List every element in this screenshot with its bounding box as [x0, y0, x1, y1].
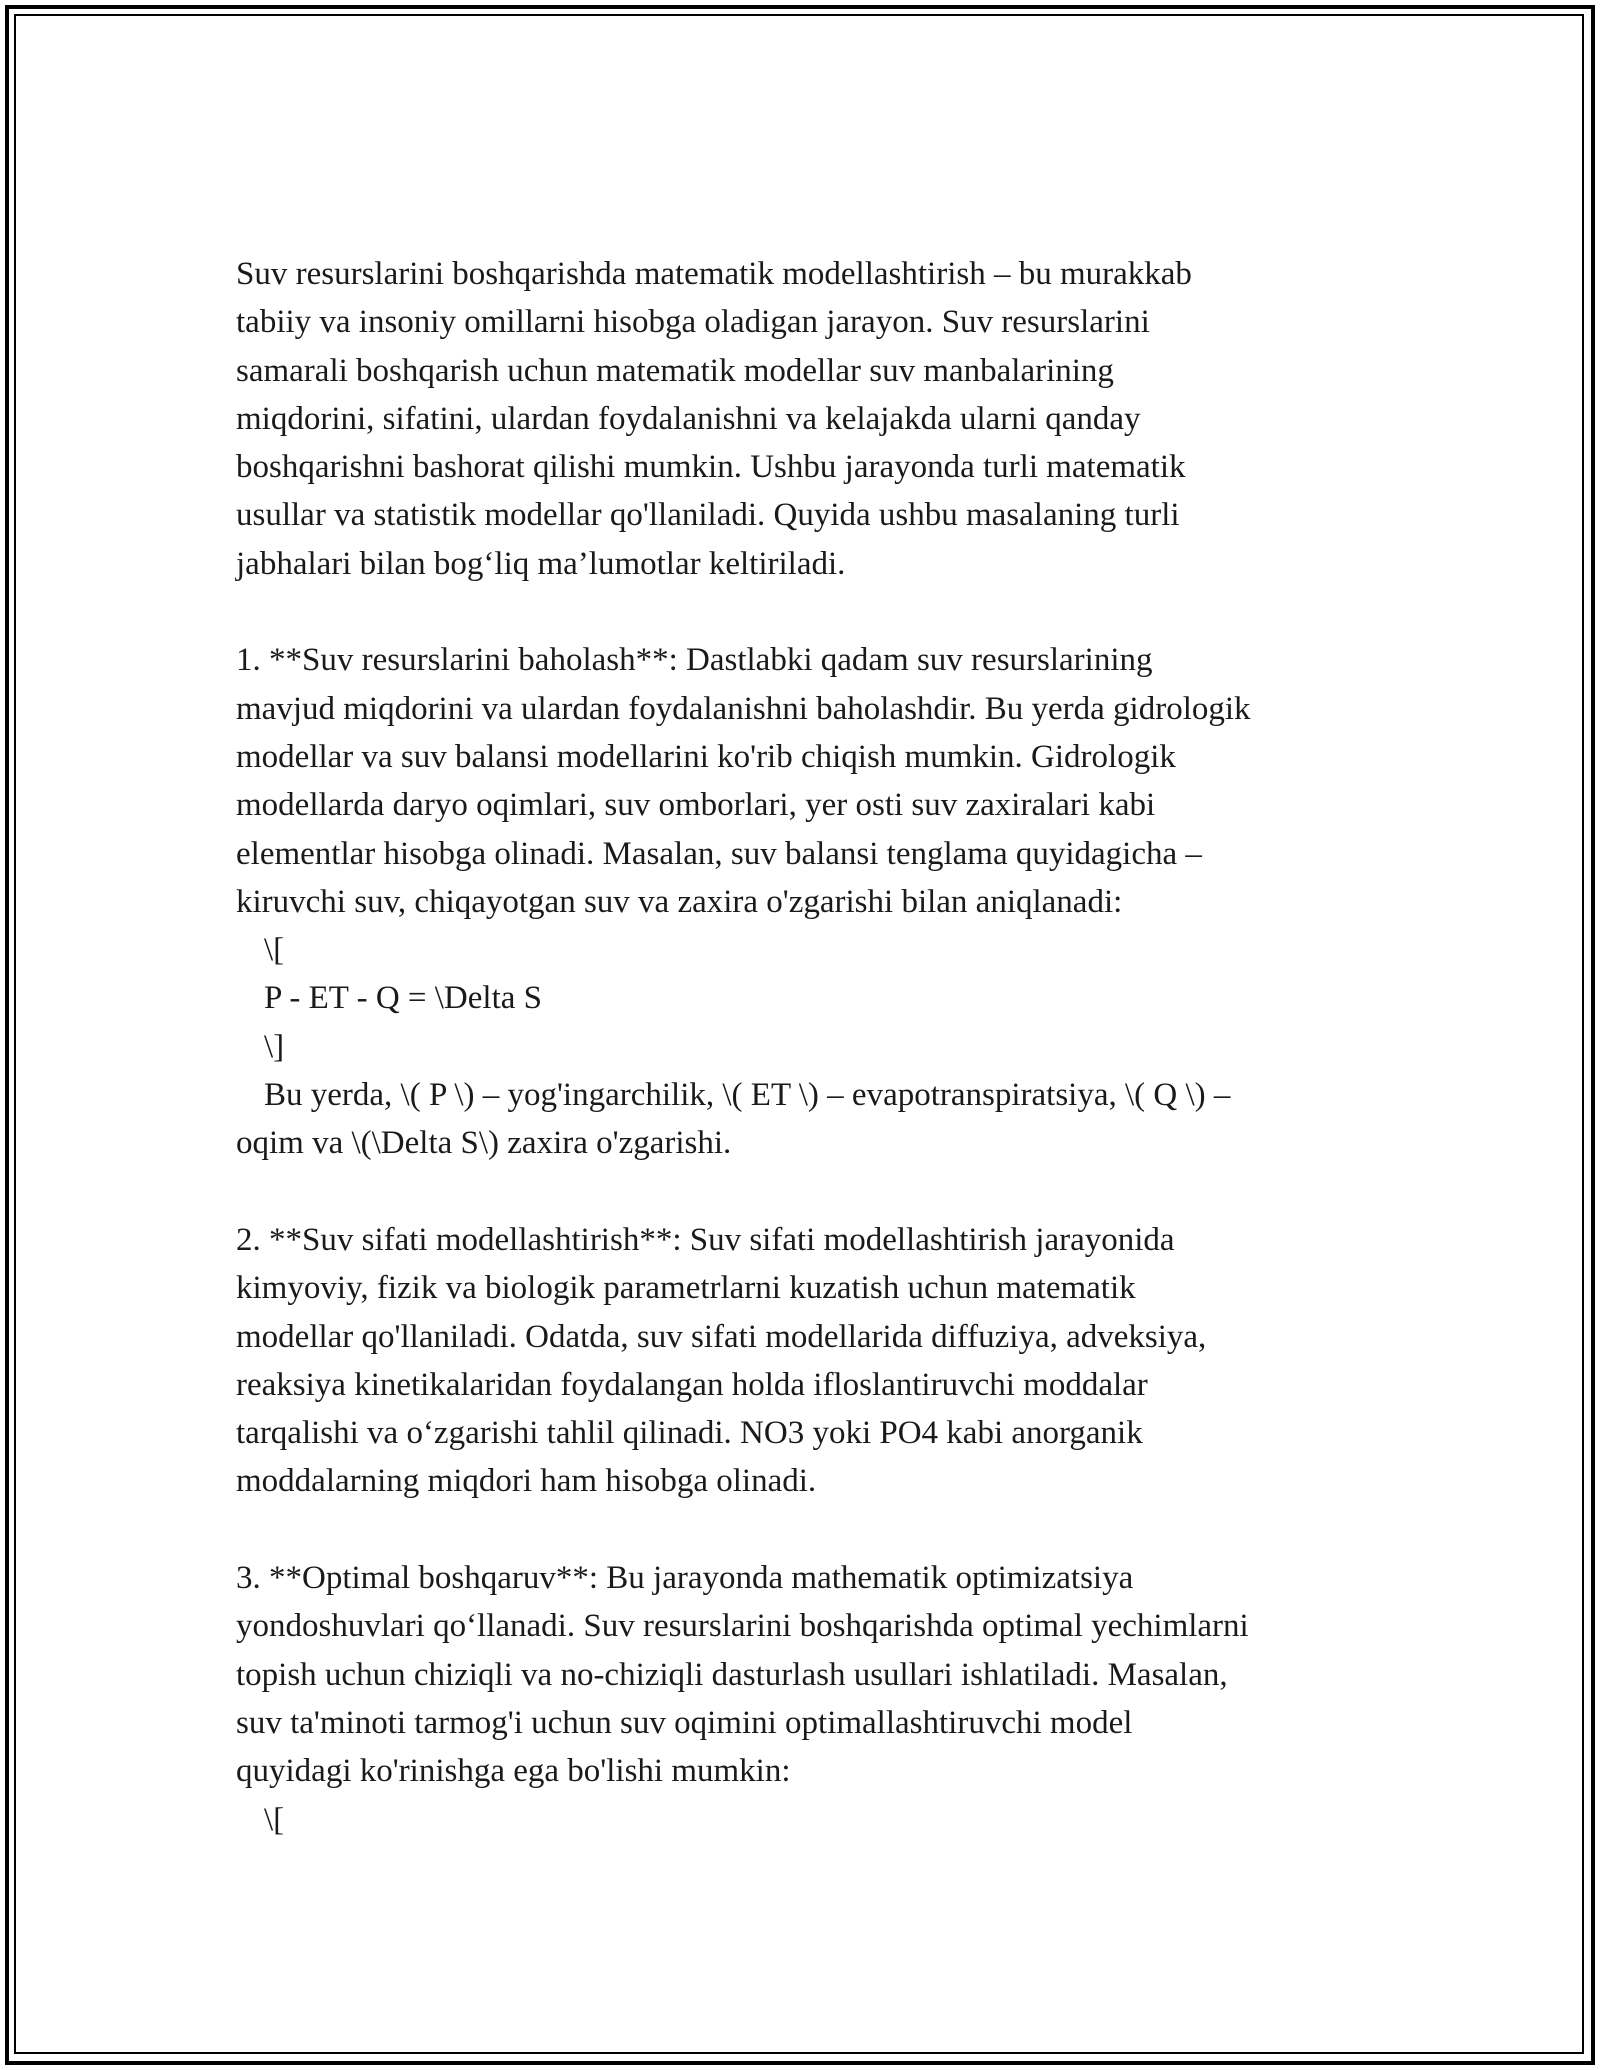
text-line: yondoshuvlari qo‘llanadi. Suv resurslarini boshqarishda optimal yechimlarni: [236, 1608, 1249, 1645]
text-line: boshqarishni bashorat qilishi mumkin. Ushbu jarayonda turli matematik: [236, 449, 1186, 486]
paragraph-spacer: [236, 1506, 1386, 1554]
text-line: quyidagi ko'rinishga ega bo'lishi mumkin:: [236, 1753, 791, 1790]
formula-open-delimiter: \[: [264, 932, 285, 969]
text-line: reaksiya kinetikalaridan foydalangan holda ifloslantiruvchi moddalar: [236, 1366, 1148, 1403]
text-line: suv ta'minoti tarmog'i uchun suv oqimini optimallashtiruvchi model: [236, 1704, 1133, 1741]
text-line: 1. **Suv resurslarini baholash**: Dastlabki qadam suv resurslarining: [236, 642, 1153, 679]
text-line: 3. **Optimal boshqaruv**: Bu jarayonda mathematik optimizatsiya: [236, 1560, 1134, 1597]
section-2-paragraph: [236, 1216, 1386, 1506]
formula-explanation-line: Bu yerda, \( P \) – yog'ingarchilik, \( ET \) – evapotranspiratsiya, \( Q \) –: [264, 1077, 1231, 1114]
text-line: moddalarning miqdori ham hisobga olinadi.: [236, 1463, 817, 1500]
text-line: 2. **Suv sifati modellashtirish**: Suv sifati modellashtirish jarayonida: [236, 1221, 1175, 1258]
text-line: jabhalari bilan bog‘liq ma’lumotlar keltiriladi.: [236, 545, 846, 582]
paragraph-spacer: [236, 588, 1386, 636]
water-balance-formula: P - ET - Q = \Delta S: [264, 980, 543, 1017]
text-line: usullar va statistik modellar qo'llaniladi. Quyida ushbu masalaning turli: [236, 497, 1180, 534]
intro-paragraph: [236, 250, 1386, 588]
text-line: modellar qo'llaniladi. Odatda, suv sifati modellarida diffuziya, adveksiya,: [236, 1318, 1207, 1355]
text-line: samarali boshqarish uchun matematik modellar suv manbalarining: [236, 352, 1114, 389]
text-line: miqdorini, sifatini, ulardan foydalanishni va kelajakda ularni qanday: [236, 400, 1141, 437]
text-line: Suv resurslarini boshqarishda matematik modellashtirish – bu murakkab: [236, 256, 1192, 292]
section-3-paragraph: [236, 1554, 1386, 1844]
paragraph-spacer: [236, 1168, 1386, 1216]
text-line: kiruvchi suv, chiqayotgan suv va zaxira o'zgarishi bilan aniqlanadi:: [236, 883, 1123, 920]
text-line: tarqalishi va o‘zgarishi tahlil qilinadi. NO3 yoki PO4 kabi anorganik: [236, 1415, 1143, 1452]
text-line: topish uchun chiziqli va no-chiziqli dasturlash usullari ishlatiladi. Masalan,: [236, 1656, 1228, 1693]
text-line: mavjud miqdorini va ulardan foydalanishni baholashdir. Bu yerda gidrologik: [236, 690, 1251, 727]
text-line: tabiiy va insoniy omillarni hisobga oladigan jarayon. Suv resurslarini: [236, 304, 1150, 341]
text-line: elementlar hisobga olinadi. Masalan, suv balansi tenglama quyidagicha –: [236, 835, 1202, 872]
formula-close-delimiter: \]: [264, 1028, 285, 1065]
section-1-paragraph: [236, 636, 1386, 1167]
text-line: kimyoviy, fizik va biologik parametrlarni kuzatish uchun matematik: [236, 1270, 1136, 1307]
formula-explanation-line: oqim va \(\Delta S\) zaxira o'zgarishi.: [236, 1125, 732, 1162]
text-line: modellar va suv balansi modellarini ko'rib chiqish mumkin. Gidrologik: [236, 738, 1176, 775]
formula-open-delimiter: \[: [264, 1801, 285, 1838]
document-body: [236, 250, 1386, 1844]
text-line: modellarda daryo oqimlari, suv omborlari, yer osti suv zaxiralari kabi: [236, 787, 1156, 824]
